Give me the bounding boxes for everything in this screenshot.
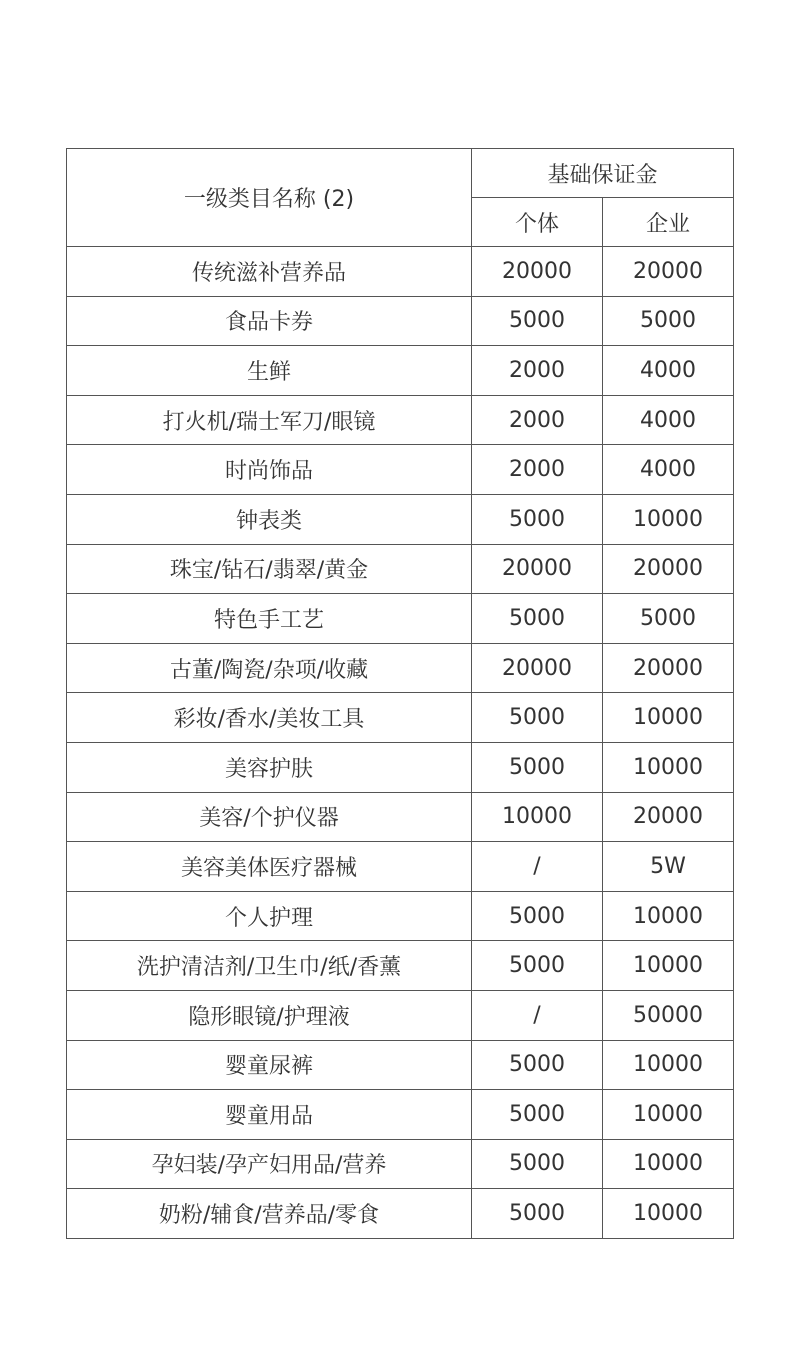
individual-deposit-cell: 2000 <box>472 395 603 445</box>
category-name-cell: 生鲜 <box>67 346 472 396</box>
category-column-header: 一级类目名称 (2) <box>67 149 472 247</box>
table-row <box>67 1090 734 1140</box>
enterprise-deposit-cell: 10000 <box>603 494 734 544</box>
category-name-cell: 隐形眼镜/护理液 <box>67 990 472 1040</box>
enterprise-deposit-cell: 50000 <box>603 990 734 1040</box>
table-row <box>67 445 734 495</box>
category-name-cell: 美容护肤 <box>67 742 472 792</box>
enterprise-deposit-cell: 10000 <box>603 1189 734 1239</box>
enterprise-deposit-cell: 20000 <box>603 643 734 693</box>
enterprise-deposit-cell: 10000 <box>603 1040 734 1090</box>
category-name-cell: 婴童用品 <box>67 1090 472 1140</box>
table-row <box>67 395 734 445</box>
enterprise-deposit-cell: 20000 <box>603 247 734 297</box>
enterprise-deposit-cell: 20000 <box>603 544 734 594</box>
table-row <box>67 346 734 396</box>
individual-deposit-cell: 5000 <box>472 1040 603 1090</box>
individual-deposit-cell: 5000 <box>472 891 603 941</box>
table-row <box>67 494 734 544</box>
individual-deposit-cell: 5000 <box>472 1139 603 1189</box>
deposit-group-header: 基础保证金 <box>472 149 734 198</box>
table-row <box>67 544 734 594</box>
table-row <box>67 643 734 693</box>
table-row <box>67 842 734 892</box>
table-row <box>67 891 734 941</box>
table-row <box>67 941 734 991</box>
category-name-cell: 珠宝/钻石/翡翠/黄金 <box>67 544 472 594</box>
table-row <box>67 296 734 346</box>
category-name-cell: 传统滋补营养品 <box>67 247 472 297</box>
individual-column-header: 个体 <box>472 198 603 247</box>
individual-deposit-cell: 20000 <box>472 643 603 693</box>
category-name-cell: 彩妆/香水/美妆工具 <box>67 693 472 743</box>
individual-deposit-cell: 20000 <box>472 544 603 594</box>
table-row <box>67 1040 734 1090</box>
category-name-cell: 时尚饰品 <box>67 445 472 495</box>
category-name-cell: 食品卡券 <box>67 296 472 346</box>
category-name-cell: 美容美体医疗器械 <box>67 842 472 892</box>
enterprise-deposit-cell: 10000 <box>603 891 734 941</box>
individual-deposit-cell: 5000 <box>472 941 603 991</box>
category-name-cell: 个人护理 <box>67 891 472 941</box>
individual-deposit-cell: 5000 <box>472 742 603 792</box>
individual-deposit-cell: 2000 <box>472 346 603 396</box>
enterprise-deposit-cell: 10000 <box>603 742 734 792</box>
table-row <box>67 792 734 842</box>
category-name-cell: 洗护清洁剂/卫生巾/纸/香薰 <box>67 941 472 991</box>
enterprise-deposit-cell: 5000 <box>603 296 734 346</box>
enterprise-deposit-cell: 4000 <box>603 445 734 495</box>
individual-deposit-cell: 5000 <box>472 494 603 544</box>
individual-deposit-cell: 5000 <box>472 1189 603 1239</box>
table-row <box>67 990 734 1040</box>
table-row <box>67 1139 734 1189</box>
individual-deposit-cell: 5000 <box>472 594 603 644</box>
category-name-cell: 婴童尿裤 <box>67 1040 472 1090</box>
individual-deposit-cell: 20000 <box>472 247 603 297</box>
enterprise-deposit-cell: 10000 <box>603 693 734 743</box>
enterprise-column-header: 企业 <box>603 198 734 247</box>
enterprise-deposit-cell: 5W <box>603 842 734 892</box>
table-row <box>67 693 734 743</box>
individual-deposit-cell: 5000 <box>472 296 603 346</box>
header-row-top <box>67 149 734 198</box>
table-row <box>67 594 734 644</box>
table-row <box>67 247 734 297</box>
individual-deposit-cell: 5000 <box>472 693 603 743</box>
enterprise-deposit-cell: 4000 <box>603 346 734 396</box>
category-name-cell: 古董/陶瓷/杂项/收藏 <box>67 643 472 693</box>
table-row <box>67 742 734 792</box>
table-body <box>67 247 734 1239</box>
enterprise-deposit-cell: 5000 <box>603 594 734 644</box>
enterprise-deposit-cell: 10000 <box>603 941 734 991</box>
individual-deposit-cell: / <box>472 990 603 1040</box>
individual-deposit-cell: 2000 <box>472 445 603 495</box>
enterprise-deposit-cell: 20000 <box>603 792 734 842</box>
enterprise-deposit-cell: 10000 <box>603 1139 734 1189</box>
individual-deposit-cell: / <box>472 842 603 892</box>
table-row <box>67 1189 734 1239</box>
category-name-cell: 孕妇装/孕产妇用品/营养 <box>67 1139 472 1189</box>
enterprise-deposit-cell: 10000 <box>603 1090 734 1140</box>
individual-deposit-cell: 10000 <box>472 792 603 842</box>
deposit-table <box>66 148 734 1239</box>
category-name-cell: 打火机/瑞士军刀/眼镜 <box>67 395 472 445</box>
enterprise-deposit-cell: 4000 <box>603 395 734 445</box>
category-name-cell: 钟表类 <box>67 494 472 544</box>
category-name-cell: 美容/个护仪器 <box>67 792 472 842</box>
category-name-cell: 奶粉/辅食/营养品/零食 <box>67 1189 472 1239</box>
category-name-cell: 特色手工艺 <box>67 594 472 644</box>
individual-deposit-cell: 5000 <box>472 1090 603 1140</box>
